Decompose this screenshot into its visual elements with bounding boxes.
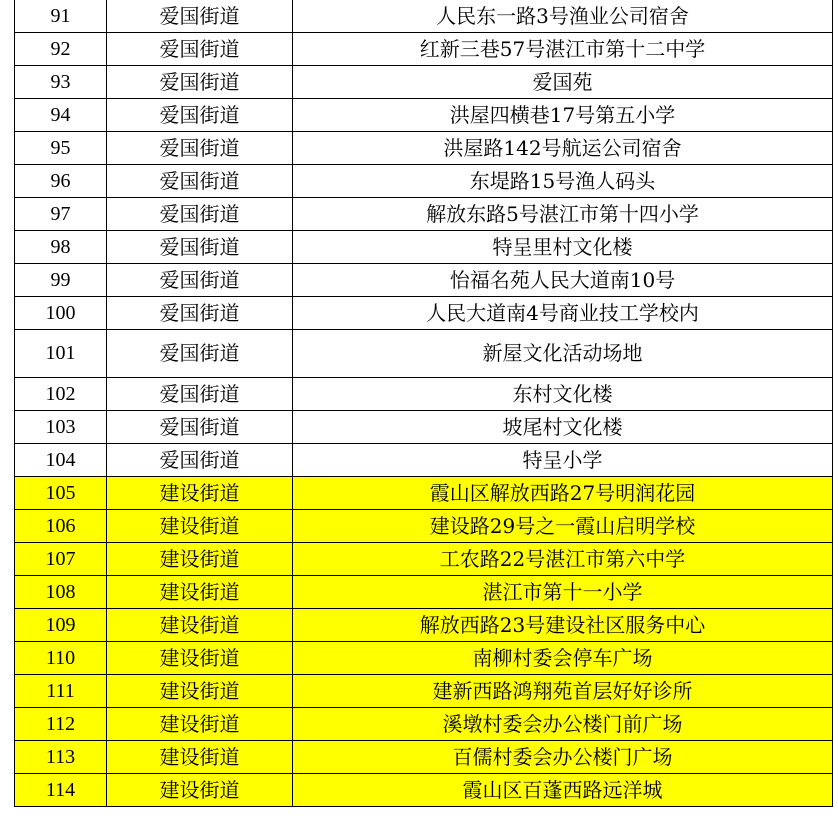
row-number: 92 [15, 33, 107, 66]
table-row [15, 378, 833, 411]
row-number: 95 [15, 132, 107, 165]
street-name: 爱国街道 [107, 165, 293, 198]
street-name: 建设街道 [107, 774, 293, 807]
street-name: 建设街道 [107, 510, 293, 543]
street-name: 建设街道 [107, 642, 293, 675]
site-location: 溪墩村委会办公楼门前广场 [293, 708, 833, 741]
table-row-highlighted [15, 576, 833, 609]
row-number: 96 [15, 165, 107, 198]
table-row [15, 444, 833, 477]
sites-table [14, 0, 833, 807]
street-name: 爱国街道 [107, 378, 293, 411]
row-number: 91 [15, 0, 107, 33]
table-row [15, 231, 833, 264]
row-number: 99 [15, 264, 107, 297]
site-location: 建设路29号之一霞山启明学校 [293, 510, 833, 543]
site-location: 人民东一路3号渔业公司宿舍 [293, 0, 833, 33]
table-row [15, 264, 833, 297]
site-location: 坡尾村文化楼 [293, 411, 833, 444]
table-row-highlighted [15, 642, 833, 675]
row-number: 98 [15, 231, 107, 264]
site-location: 特呈里村文化楼 [293, 231, 833, 264]
row-number: 102 [15, 378, 107, 411]
row-number: 103 [15, 411, 107, 444]
row-number: 97 [15, 198, 107, 231]
table-row-highlighted [15, 543, 833, 576]
row-number: 114 [15, 774, 107, 807]
site-location: 爱国苑 [293, 66, 833, 99]
site-location: 霞山区百蓬西路远洋城 [293, 774, 833, 807]
table-row [15, 33, 833, 66]
row-number: 108 [15, 576, 107, 609]
row-number: 93 [15, 66, 107, 99]
table-row [15, 165, 833, 198]
site-location: 特呈小学 [293, 444, 833, 477]
site-location: 建新西路鸿翔苑首层好好诊所 [293, 675, 833, 708]
row-number: 113 [15, 741, 107, 774]
street-name: 爱国街道 [107, 231, 293, 264]
street-name: 爱国街道 [107, 330, 293, 378]
site-location: 湛江市第十一小学 [293, 576, 833, 609]
site-location: 东村文化楼 [293, 378, 833, 411]
table-row-highlighted [15, 774, 833, 807]
row-number: 107 [15, 543, 107, 576]
street-name: 爱国街道 [107, 297, 293, 330]
row-number: 110 [15, 642, 107, 675]
table-row [15, 66, 833, 99]
row-number: 105 [15, 477, 107, 510]
table-row [15, 297, 833, 330]
site-location: 新屋文化活动场地 [293, 330, 833, 378]
street-name: 爱国街道 [107, 198, 293, 231]
street-name: 建设街道 [107, 477, 293, 510]
site-location: 工农路22号湛江市第六中学 [293, 543, 833, 576]
site-location: 东堤路15号渔人码头 [293, 165, 833, 198]
table-row [15, 99, 833, 132]
site-location: 解放东路5号湛江市第十四小学 [293, 198, 833, 231]
row-number: 100 [15, 297, 107, 330]
table-row [15, 0, 833, 33]
table-row-highlighted [15, 708, 833, 741]
site-location: 解放西路23号建设社区服务中心 [293, 609, 833, 642]
street-name: 爱国街道 [107, 264, 293, 297]
street-name: 建设街道 [107, 741, 293, 774]
street-name: 建设街道 [107, 675, 293, 708]
street-name: 建设街道 [107, 708, 293, 741]
row-number: 106 [15, 510, 107, 543]
site-location: 百儒村委会办公楼门广场 [293, 741, 833, 774]
street-name: 爱国街道 [107, 444, 293, 477]
site-location: 霞山区解放西路27号明润花园 [293, 477, 833, 510]
row-number: 112 [15, 708, 107, 741]
table-row [15, 132, 833, 165]
sites-table-container [14, 0, 832, 807]
row-number: 109 [15, 609, 107, 642]
street-name: 爱国街道 [107, 411, 293, 444]
site-location: 洪屋四横巷17号第五小学 [293, 99, 833, 132]
table-row-highlighted [15, 741, 833, 774]
site-location: 洪屋路142号航运公司宿舍 [293, 132, 833, 165]
row-number: 94 [15, 99, 107, 132]
street-name: 建设街道 [107, 543, 293, 576]
row-number: 101 [15, 330, 107, 378]
table-row-highlighted [15, 675, 833, 708]
table-row [15, 198, 833, 231]
street-name: 爱国街道 [107, 132, 293, 165]
table-row-highlighted [15, 609, 833, 642]
table-row-highlighted [15, 477, 833, 510]
street-name: 爱国街道 [107, 0, 293, 33]
row-number: 104 [15, 444, 107, 477]
table-row [15, 411, 833, 444]
street-name: 爱国街道 [107, 33, 293, 66]
site-location: 南柳村委会停车广场 [293, 642, 833, 675]
row-number: 111 [15, 675, 107, 708]
site-location: 红新三巷57号湛江市第十二中学 [293, 33, 833, 66]
street-name: 建设街道 [107, 609, 293, 642]
street-name: 爱国街道 [107, 99, 293, 132]
site-location: 怡福名苑人民大道南10号 [293, 264, 833, 297]
street-name: 建设街道 [107, 576, 293, 609]
table-row [15, 330, 833, 378]
site-location: 人民大道南4号商业技工学校内 [293, 297, 833, 330]
table-row-highlighted [15, 510, 833, 543]
street-name: 爱国街道 [107, 66, 293, 99]
